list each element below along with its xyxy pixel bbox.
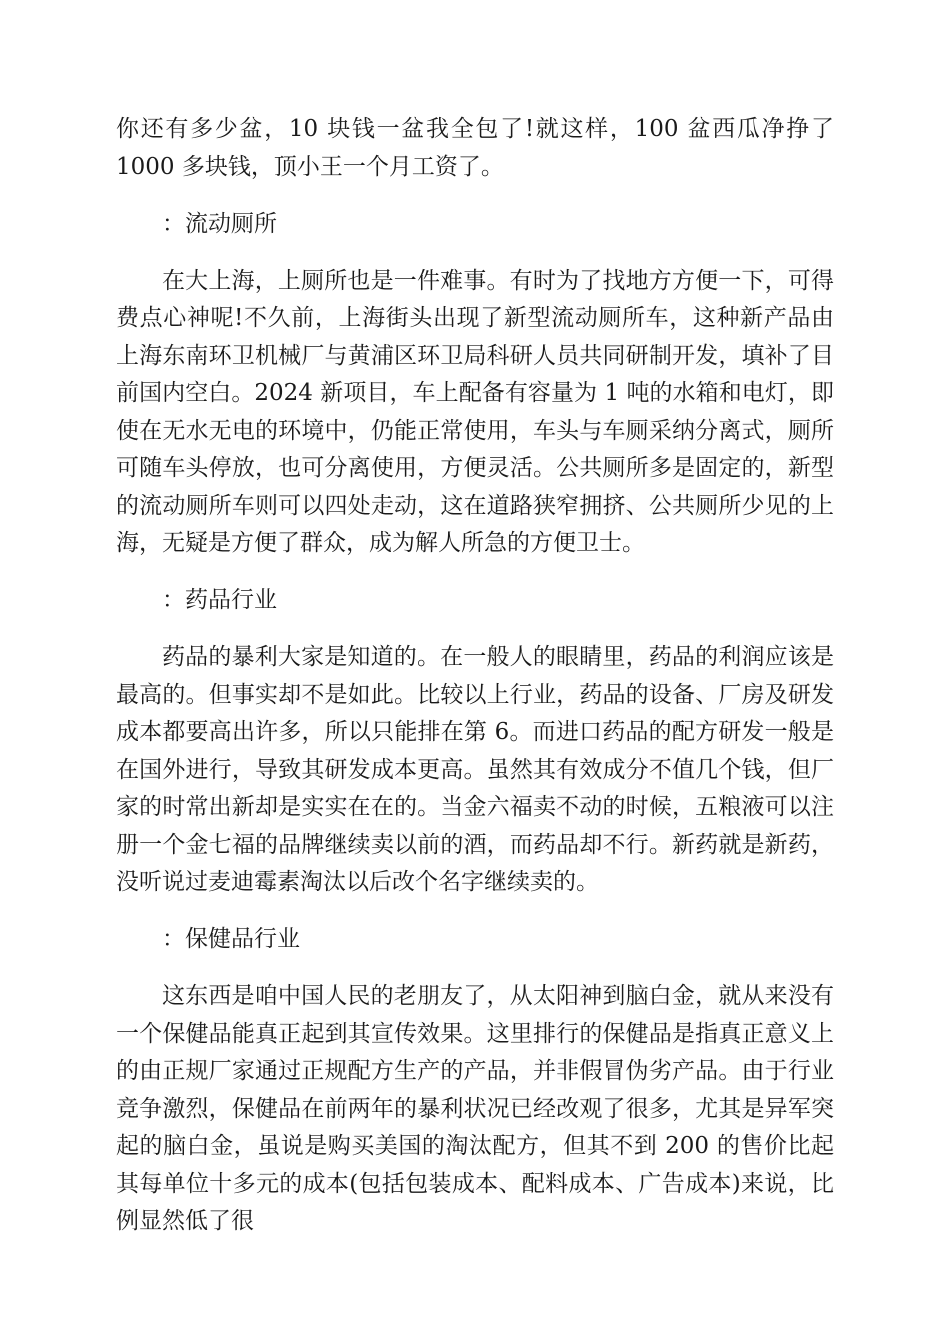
paragraph-mobile-toilet: 在大上海，上厕所也是一件难事。有时为了找地方方便一下，可得费点心神呢!不久前，上海街头出现了新型流动厕所车，这种新产品由上海东南环卫机械厂与黄浦区环卫局科研人员共同研制开发，填补了目前国内空白。2024 新项目，车上配备有容量为 1 吨的水箱和电灯，即使在无水无电的环境中，仍能正常使用，车头与车厕采纳分离式，厕所可随车头停放，也可分离使用，方便灵活。公共厕所多是固定的，新型的流动厕所车则可以四处走动，这在道路狭窄拥挤、公共厕所少见的上海，无疑是方便了群众，成为解人所急的方便卫士。 <box>116 267 834 556</box>
section-heading-mobile-toilet: ：流动厕所 <box>162 210 277 237</box>
document-page <box>116 111 834 1260</box>
section-heading-pharmaceutical: ：药品行业 <box>162 587 277 613</box>
paragraph-health-products: 这东西是咱中国人民的老朋友了，从太阳神到脑白金，就从来没有一个保健品能真正起到其宣传效果。这里排行的保健品是指真正意义上的由正规厂家通过正规配方生产的产品，并非假冒伪劣产品。由于行业竞争激烈，保健品在前两年的暴利状况已经改观了很多，尤其是异军突起的脑白金，虽说是购买美国的淘汰配方，但其不到 200 的售价比起其每单位十多元的成本(包括包装成本、配料成本、广告成本)来说，比例显然低了很 <box>116 983 834 1234</box>
paragraph-watermelon-ending: 你还有多少盆，10 块钱一盆我全包了!就这样，100 盆西瓜净挣了 1000 多块钱，顶小王一个月工资了。 <box>116 116 834 180</box>
paragraph-pharmaceutical: 药品的暴利大家是知道的。在一般人的眼睛里，药品的利润应该是最高的。但事实却不是如此。比较以上行业，药品的设备、厂房及研发成本都要高出许多，所以只能排在第 6。而进口药品的配方研发一般是在国外进行，导致其研发成本更高。虽然其有效成分不值几个钱，但厂家的时常出新却是实实在在的。当金六福卖不动的时候，五粮液可以注册一个金七福的品牌继续卖以前的酒，而药品却不行。新药就是新药，没听说过麦迪霉素淘汰以后改个名字继续卖的。 <box>116 644 834 895</box>
section-heading-health-products: ：保健品行业 <box>162 926 300 952</box>
